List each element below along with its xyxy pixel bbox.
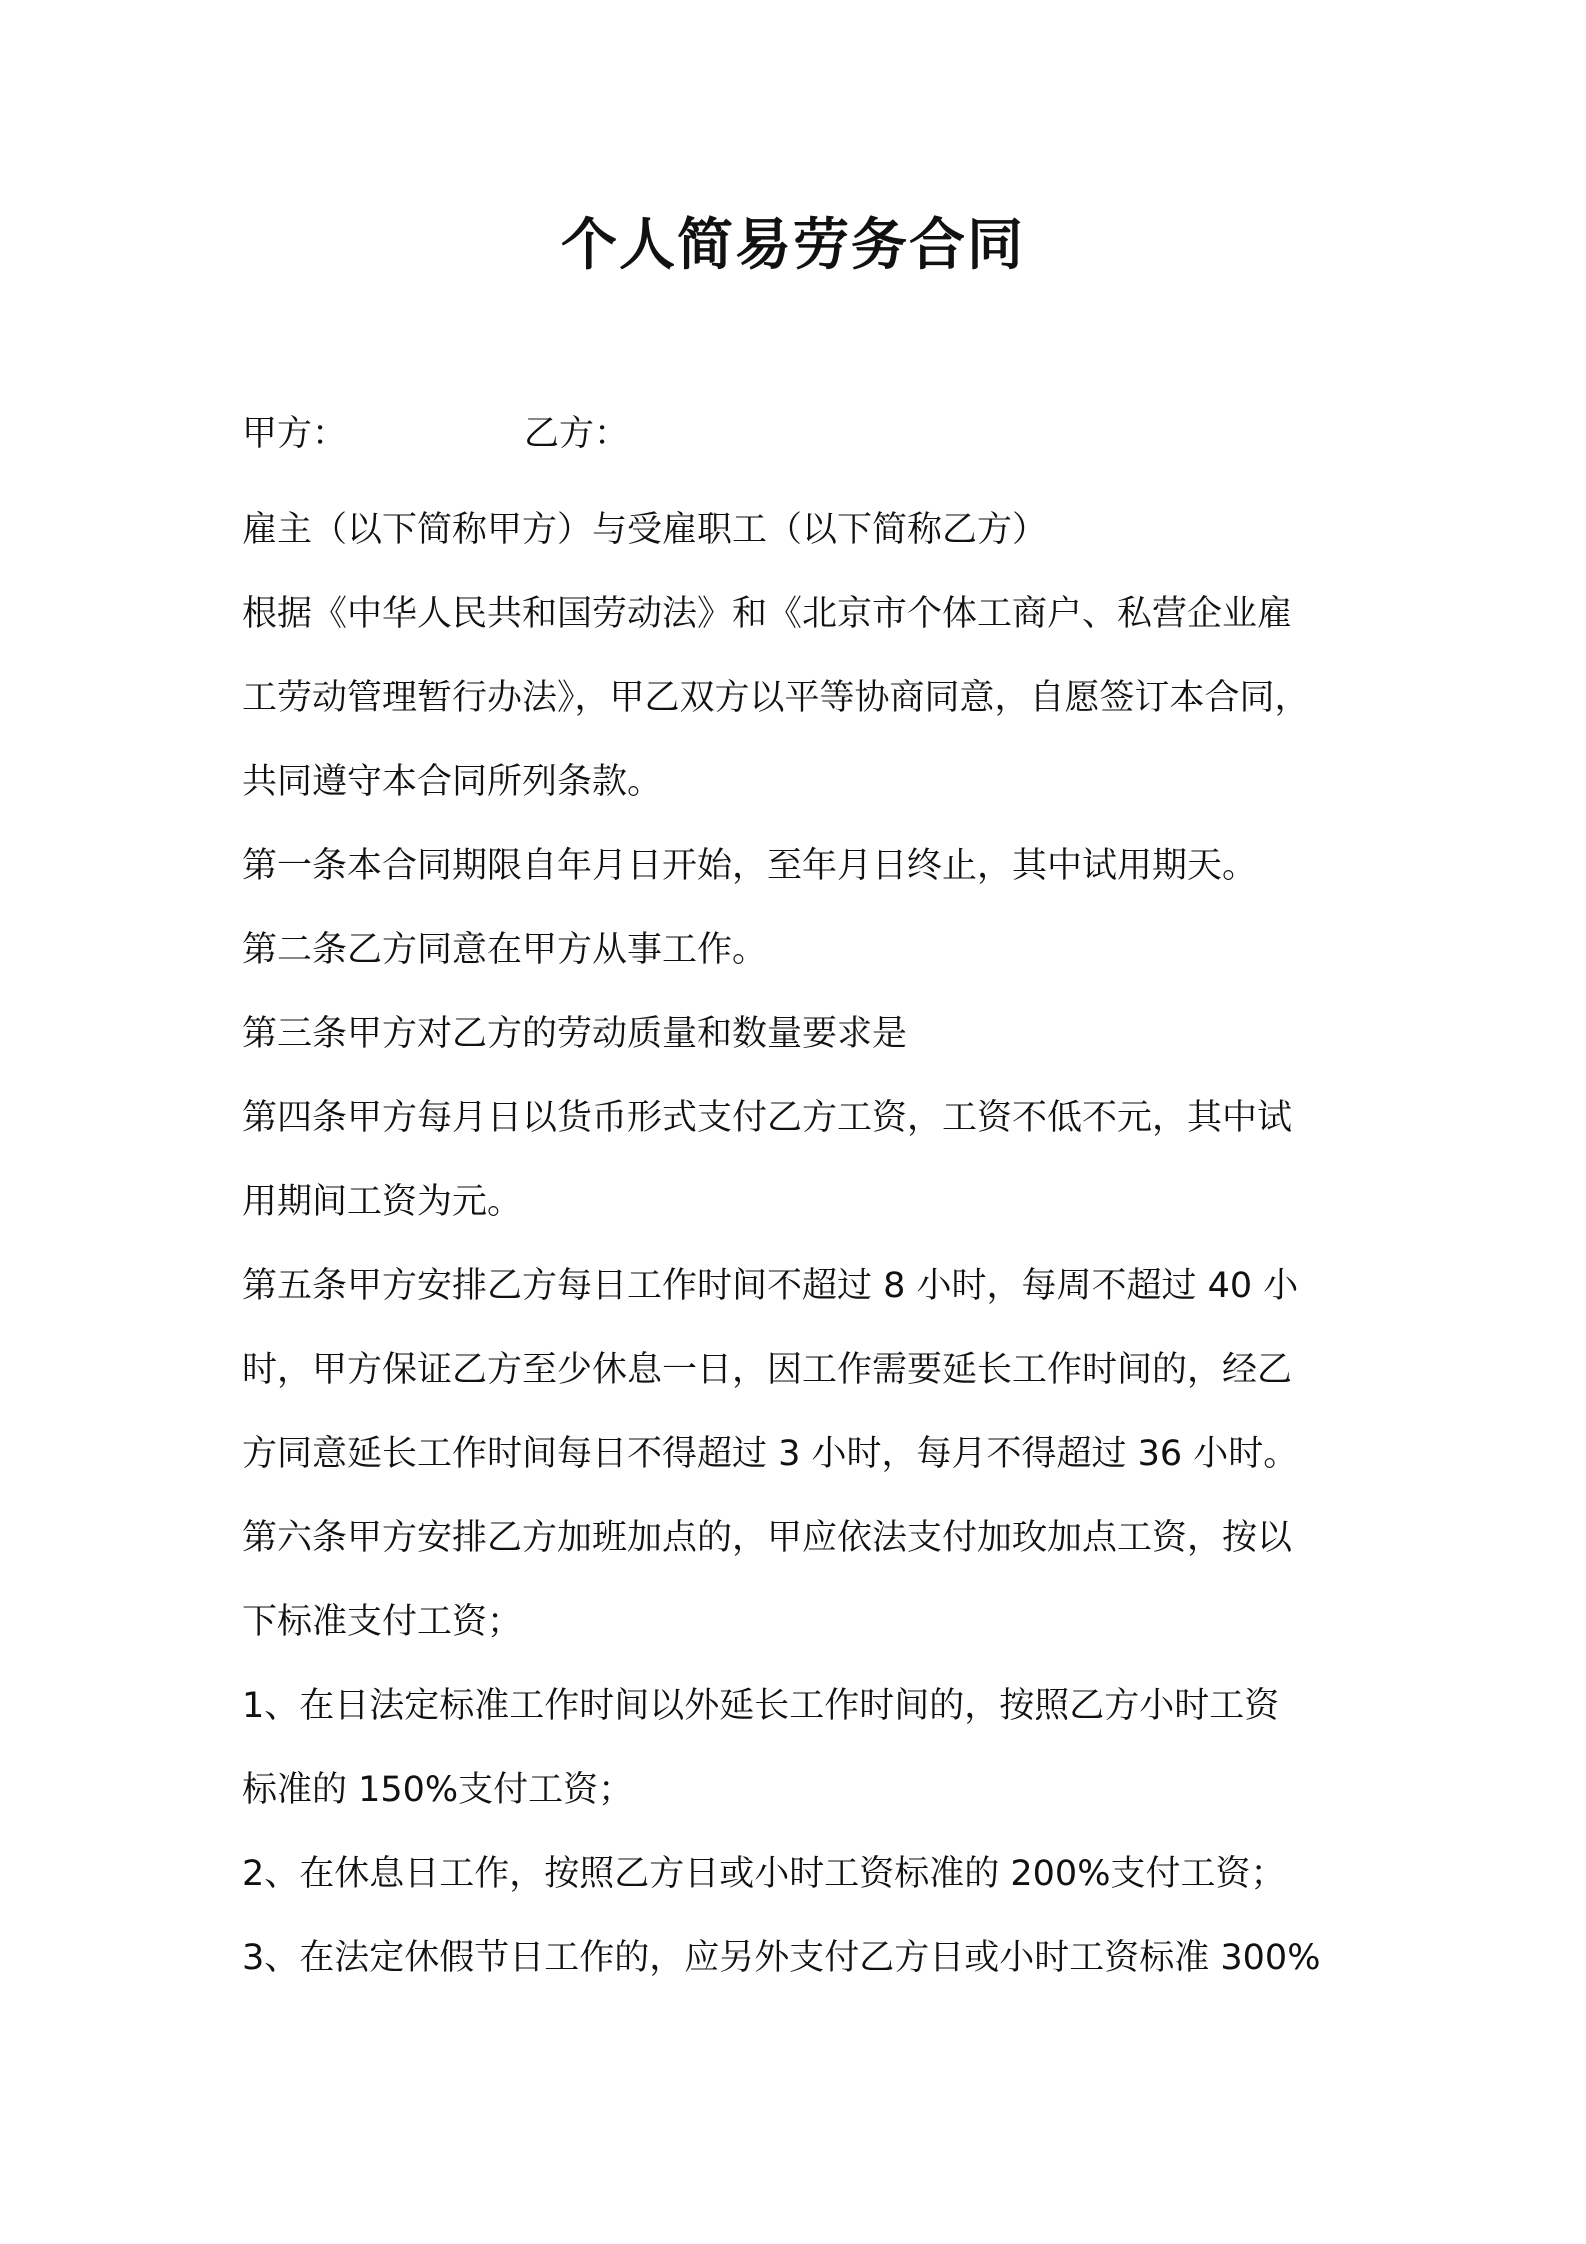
body-line: 共同遵守本合同所列条款。 [242,762,663,802]
clause-5: 第五条甲方安排乙方每日工作时间不超过 8 小时，每周不超过 40 小 [242,1266,1299,1306]
document-title: 个人简易劳务合同 [561,213,1025,278]
clause-6-item-1-cont: 标准的 150%支付工资； [242,1770,634,1810]
party-b-label: 乙方： [524,414,630,454]
clause-4-cont: 用期间工资为元。 [242,1182,523,1222]
clause-1: 第一条本合同期限自年月日开始，至年月日终止，其中试用期天。 [242,846,1258,886]
clause-5-cont: 时，甲方保证乙方至少休息一日，因工作需要延长工作时间的，经乙 [242,1350,1293,1390]
clause-4: 第四条甲方每月日以货币形式支付乙方工资，工资不低不元，其中试 [242,1098,1293,1138]
clause-6-item-1: 1、在日法定标准工作时间以外延长工作时间的，按照乙方小时工资 [242,1686,1280,1726]
body-line: 根据《中华人民共和国劳动法》和《北京市个体工商户、私营企业雇 [242,594,1293,634]
clause-6-cont: 下标准支付工资； [242,1602,523,1642]
body-line: 工劳动管理暂行办法》，甲乙双方以平等协商同意，自愿签订本合同， [242,678,1310,718]
clause-6-item-2: 2、在休息日工作，按照乙方日或小时工资标准的 200%支付工资； [242,1854,1286,1894]
parties-row [242,404,629,464]
clause-6: 第六条甲方安排乙方加班加点的，甲应依法支付加玫加点工资，按以 [242,1518,1293,1558]
party-a-label: 甲方： [242,414,348,454]
clause-6-item-3: 3、在法定休假节日工作的，应另外支付乙方日或小时工资标准 300% [242,1938,1321,1978]
contract-body [242,488,1362,2000]
body-line: 雇主（以下简称甲方）与受雇职工（以下简称乙方） [242,510,1048,550]
clause-5-cont: 方同意延长工作时间每日不得超过 3 小时，每月不得超过 36 小时。 [242,1434,1299,1474]
clause-2: 第二条乙方同意在甲方从事工作。 [242,930,768,970]
clause-3: 第三条甲方对乙方的劳动质量和数量要求是 [242,1014,908,1054]
